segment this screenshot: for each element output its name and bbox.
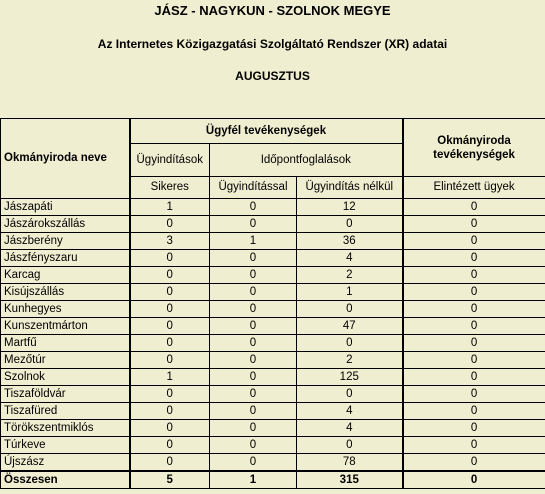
value-cell: 36 <box>297 233 403 250</box>
table-body <box>1 199 545 472</box>
value-cell: 0 <box>403 420 545 437</box>
value-cell: 0 <box>130 403 210 420</box>
value-cell: 0 <box>210 403 297 420</box>
header-closed-cases: Elintézett ügyek <box>403 177 545 199</box>
value-cell: 1 <box>210 233 297 250</box>
value-cell: 0 <box>210 301 297 318</box>
value-cell: 0 <box>403 454 545 472</box>
value-cell: 0 <box>403 352 545 369</box>
table-row <box>1 250 545 267</box>
value-cell: 0 <box>403 267 545 284</box>
value-cell: 0 <box>403 386 545 403</box>
value-cell: 2 <box>297 267 403 284</box>
value-cell: 78 <box>297 454 403 472</box>
total-row <box>1 471 545 489</box>
county-title: JÁSZ - NAGYKUN - SZOLNOK MEGYE <box>154 3 391 18</box>
header-office-name: Okmányiroda neve <box>1 119 130 199</box>
header-with-initiation: Ügyindítással <box>210 177 297 199</box>
value-cell: 0 <box>403 301 545 318</box>
table-row <box>1 216 545 233</box>
table-row <box>1 267 545 284</box>
value-cell: 0 <box>130 437 210 454</box>
value-cell: 0 <box>210 267 297 284</box>
table-row <box>1 437 545 454</box>
value-cell: 0 <box>403 216 545 233</box>
total-cell: 1 <box>210 471 297 489</box>
value-cell: 12 <box>297 199 403 216</box>
table-row <box>1 335 545 352</box>
table-row <box>1 454 545 472</box>
total-cell: 0 <box>403 471 545 489</box>
total-cell: 5 <box>130 471 210 489</box>
statistics-table <box>0 118 545 489</box>
value-cell: 0 <box>210 318 297 335</box>
table-row <box>1 386 545 403</box>
value-cell: 0 <box>403 318 545 335</box>
table-row <box>1 199 545 216</box>
value-cell: 125 <box>297 369 403 386</box>
value-cell: 0 <box>210 454 297 472</box>
office-name-cell: Újszász <box>1 454 130 472</box>
value-cell: 0 <box>403 250 545 267</box>
value-cell: 0 <box>130 318 210 335</box>
value-cell: 1 <box>130 369 210 386</box>
value-cell: 0 <box>403 284 545 301</box>
value-cell: 4 <box>297 250 403 267</box>
header-without-initiation: Ügyindítás nélkül <box>297 177 403 199</box>
table-row <box>1 233 545 250</box>
value-cell: 0 <box>130 335 210 352</box>
value-cell: 1 <box>297 284 403 301</box>
header-client-activities: Ügyfél tevékenységek <box>130 119 403 144</box>
total-label: Összesen <box>1 471 130 489</box>
office-name-cell: Túrkeve <box>1 437 130 454</box>
header-appointments: Időpontfoglalások <box>210 144 403 177</box>
value-cell: 0 <box>210 352 297 369</box>
office-name-cell: Szolnok <box>1 369 130 386</box>
value-cell: 0 <box>210 420 297 437</box>
value-cell: 0 <box>130 250 210 267</box>
value-cell: 0 <box>297 335 403 352</box>
header-successful: Sikeres <box>130 177 210 199</box>
office-name-cell: Jászfényszaru <box>1 250 130 267</box>
value-cell: 1 <box>130 199 210 216</box>
value-cell: 4 <box>297 420 403 437</box>
table-row <box>1 369 545 386</box>
value-cell: 0 <box>297 301 403 318</box>
value-cell: 0 <box>210 386 297 403</box>
table-row <box>1 403 545 420</box>
value-cell: 0 <box>130 420 210 437</box>
table-row <box>1 284 545 301</box>
report-header <box>0 0 545 118</box>
value-cell: 4 <box>297 403 403 420</box>
value-cell: 0 <box>403 369 545 386</box>
value-cell: 0 <box>210 284 297 301</box>
header-initiations: Ügyindítások <box>130 144 210 177</box>
value-cell: 0 <box>210 216 297 233</box>
value-cell: 2 <box>297 352 403 369</box>
value-cell: 0 <box>297 437 403 454</box>
office-name-cell: Mezőtúr <box>1 352 130 369</box>
value-cell: 0 <box>210 199 297 216</box>
office-name-cell: Kunszentmárton <box>1 318 130 335</box>
office-name-cell: Tiszaföldvár <box>1 386 130 403</box>
value-cell: 47 <box>297 318 403 335</box>
table-row <box>1 420 545 437</box>
office-name-cell: Jászberény <box>1 233 130 250</box>
office-name-cell: Kunhegyes <box>1 301 130 318</box>
value-cell: 0 <box>403 335 545 352</box>
table-row <box>1 301 545 318</box>
office-name-cell: Tiszafüred <box>1 403 130 420</box>
office-name-cell: Jászapáti <box>1 199 130 216</box>
value-cell: 0 <box>130 284 210 301</box>
report-month: AUGUSZTUS <box>235 69 310 83</box>
value-cell: 0 <box>403 233 545 250</box>
office-name-cell: Jászárokszállás <box>1 216 130 233</box>
value-cell: 0 <box>130 267 210 284</box>
total-cell: 315 <box>297 471 403 489</box>
report-subtitle: Az Internetes Közigazgatási Szolgáltató Rendszer (XR) adatai <box>97 37 448 51</box>
value-cell: 0 <box>210 437 297 454</box>
office-name-cell: Martfű <box>1 335 130 352</box>
value-cell: 3 <box>130 233 210 250</box>
value-cell: 0 <box>297 386 403 403</box>
value-cell: 0 <box>297 216 403 233</box>
value-cell: 0 <box>130 352 210 369</box>
header-office-activities: Okmányiroda tevékenységek <box>403 119 545 177</box>
value-cell: 0 <box>210 335 297 352</box>
office-name-cell: Karcag <box>1 267 130 284</box>
value-cell: 0 <box>130 386 210 403</box>
value-cell: 0 <box>210 250 297 267</box>
value-cell: 0 <box>130 301 210 318</box>
value-cell: 0 <box>403 199 545 216</box>
office-name-cell: Kisújszállás <box>1 284 130 301</box>
office-name-cell: Törökszentmiklós <box>1 420 130 437</box>
value-cell: 0 <box>403 403 545 420</box>
table-row <box>1 318 545 335</box>
value-cell: 0 <box>130 216 210 233</box>
value-cell: 0 <box>403 437 545 454</box>
value-cell: 0 <box>130 454 210 472</box>
table-row <box>1 352 545 369</box>
value-cell: 0 <box>210 369 297 386</box>
